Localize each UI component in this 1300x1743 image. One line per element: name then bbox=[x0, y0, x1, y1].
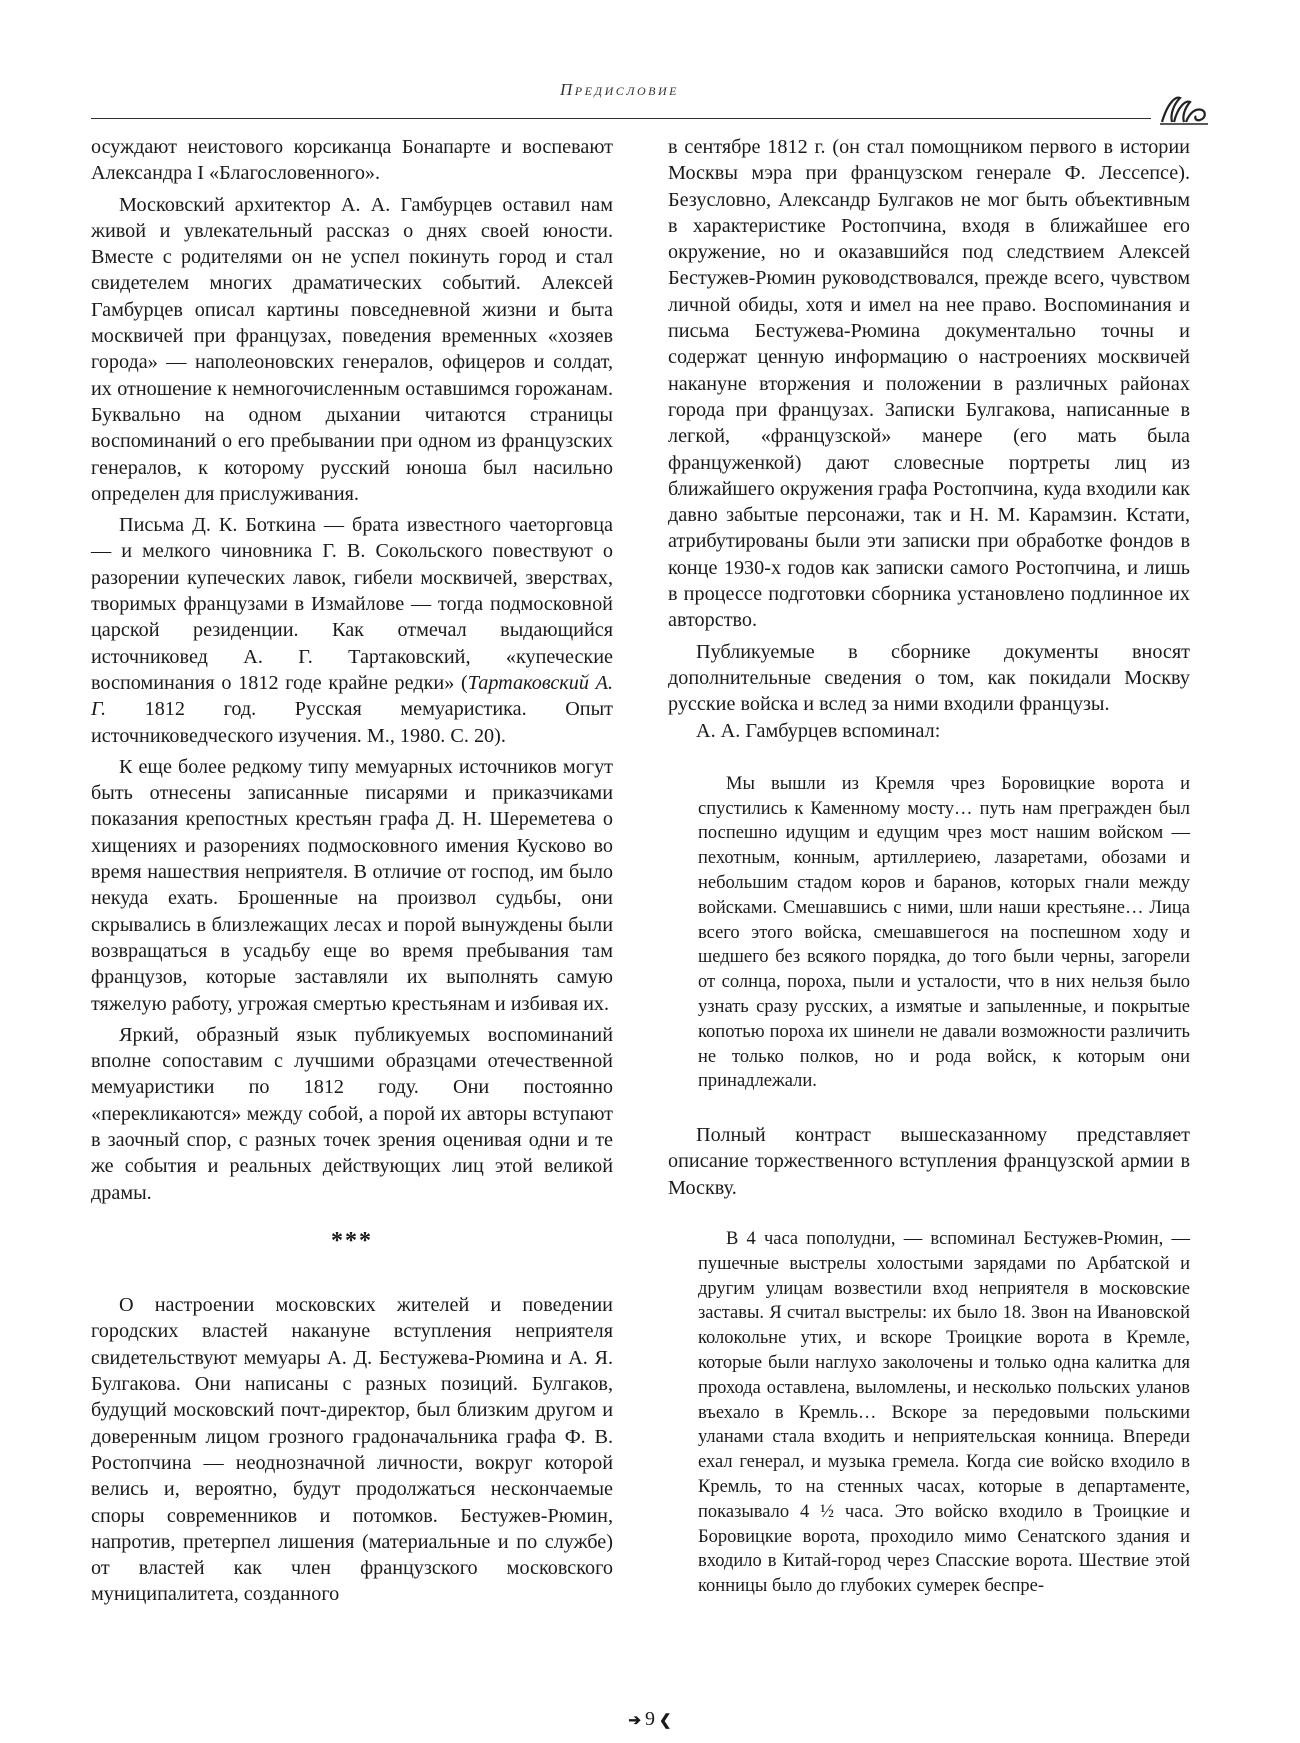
left-paragraph-1: осуждают неистового корсиканца Бонапарте и воспевают Александра I «Благословенного». bbox=[91, 136, 613, 185]
footer-left-arrow-icon: ➔ bbox=[628, 1713, 641, 1729]
left-paragraph-2: Московский архитектор А. А. Гамбурцев оставил нам живой и увлекательный рассказ о днях своей юности. Вместе с родителями он не успел покинуть город и стал свидетелем многих драматических событий. Алексей Гамбурцев описал картины повседневной жизни и быта москвичей при французах, поведения временных «хозяев города» — наполеоновских генералов, офицеров и солдат, их отношение к немногочисленным оставшимся горожанам. Буквально на одном дыхании читаются страницы воспоминаний о его пребывании при одном из французских генералов, к которому русский юноша был насильно определен для прислуживания. bbox=[91, 193, 613, 505]
page-footer bbox=[0, 1708, 1300, 1731]
block-quote-1: Мы вышли из Кремля чрез Боровицкие ворота и спустились к Каменному мосту… путь нам прегражден был поспешно идущим и едущим чрез мост нашим войском — пехотным, конным, артиллериею, лазаретами, обозами и небольшим стадом коров и баранов, которых гнали между войсками. Смешавшись с ними, шли наши крестьяне… Лица всего этого войска, смешавшегося на поспешном ходу и шедшего без всякого порядка, до того были черны, загорели от солнца, пороха, пыли и усталости, что в них нельзя было узнать сразу русских, а измятые и запыленные, и покрытые копотью пороха их шинели не давали возможности различить не только полков, но и рода войск, к которым они принадлежали. bbox=[698, 773, 1190, 1092]
right-paragraph-1: в сентябре 1812 г. (он стал помощником первого в истории Москвы мэра при французском генерале Ф. Лессепсе). Безусловно, Александр Булгаков не мог быть объективным в характеристике Ростопчина, входя в ближайшее его окружение, но и оказавшийся под следствием Алексей Бестужев-Рюмин руководствовался, прежде всего, чувством личной обиды, хотя и имел на нее право. Воспоминания и письма Бестужева-Рюмина документально точны и содержат ценную информацию о настроениях москвичей накануне вторжения и положении в различных районах города при французах. Записки Булгакова, написанные в легкой, «французской» манере (его мать была француженкой) дают словесные портреты лиц из ближайшего окружения графа Ростопчина, куда входили как давно забытые персонажи, так и Н. М. Карамзин. Кстати, атрибутированы были эти записки при обработке фондов в конце 1930-х годов как записки самого Ростопчина, и лишь в процессе подготовки сборника установлено подлинное их авторство. bbox=[668, 136, 1190, 632]
left-paragraph-4: К еще более редкому типу мемуарных источников могут быть отнесены записанные писарями и приказчиками показания крепостных крестьян графа Д. Н. Шереметева о хищениях и разорениях подмосковного имения Кусково во время нашествия неприятеля. В отличие от господ, им было некуда ехать. Брошенные на произвол судьбы, они скрывались в близлежащих лесах и порой вынуждены были возвращаться в усадьбу еще во время пребывания там французов, которые заставляли их выполнять самую тяжелую работу, угрожая смертью крестьянам и избивая их. bbox=[91, 755, 613, 1015]
flourish-ornament-icon bbox=[1158, 92, 1210, 128]
citation-tail: 1812 год. Русская мемуаристика. Опыт источниковедческого изучения. М., 1980. С. 20). bbox=[91, 698, 613, 747]
citation-author: Тартаковский А. Г. bbox=[91, 671, 613, 721]
footer-right-arrow-icon: ❮ bbox=[659, 1713, 672, 1729]
block-quote-2: В 4 часа пополудни, — вспоминал Бестужев-Рюмин, — пушечные выстрелы холостыми зарядами по Арбатской и другим улицам возвестили вход неприятеля в московские заставы. Я считал выстрелы: их было 18. Звон на Ивановской колокольне утих, и вскоре Троицкие ворота в Кремле, которые были наглухо заколочены и только одна калитка для прохода оставлена, выломлены, и несколько польских уланов въехало в Кремль… Вскоре за передовыми польскими уланами стала входить и неприятельская конница. Впереди ехал генерал, и музыка гремела. Когда сие войско входило в Кремль, то на стенных часах, которые в департаменте, показывало 4 ½ часа. Это войско входило в Троицкие и Боровицкие ворота, проходило мимо Сенатского здания и входило в Китай-город через Спасские ворота. Шествие этой конницы было до глубоких сумерек беспре- bbox=[698, 1229, 1190, 1597]
section-asterism: *** bbox=[331, 1227, 373, 1254]
right-paragraph-3: А. А. Гамбурцев вспоминал: bbox=[696, 719, 941, 742]
running-head-title: Предисловие bbox=[560, 80, 680, 99]
header-rule bbox=[91, 118, 1151, 119]
right-paragraph-4: Полный контраст вышесказанному представляет описание торжественного вступления французской армии в Москву. bbox=[668, 1124, 1190, 1199]
right-paragraph-2: Публикуемые в сборнике документы вносят дополнительные сведения о том, как покидали Москву русские войска и вслед за ними входили французы. bbox=[668, 640, 1190, 716]
left-paragraph-5: Яркий, образный язык публикуемых воспоминаний вполне сопоставим с лучшими образцами отечественной мемуаристики по 1812 году. Они постоянно «перекликаются» между собой, а порой их авторы вступают в заочный спор, с разных точек зрения оценивая одни и те же события и реальных действующих лиц этой великой драмы. bbox=[91, 1023, 613, 1204]
right-column bbox=[668, 134, 1190, 1599]
page-number: 9 bbox=[645, 1708, 655, 1730]
left-paragraph-3-text: Письма Д. К. Боткина — брата известного чаеторговца — и мелкого чиновника Г. В. Сокольского повествуют о разорении купеческих лавок, гибели москвичей, зверствах, творимых французами в Измайлове — тогда подмосковной царской резиденции. Как отмечал выдающийся источниковед А. Г. Тартаковский, «купеческие воспоминания о 1812 годе крайне редки» ( bbox=[91, 514, 613, 694]
left-paragraph-6: О настроении московских жителей и поведении городских властей накануне вступления неприятеля свидетельствуют мемуары А. Д. Бестужева-Рюмина и А. Я. Булгакова. Они написаны с разных позиций. Булгаков, будущий московский почт-директор, был близким другом и доверенным лицом грозного градоначальника графа Ф. В. Ростопчина — неоднозначной личности, вокруг которой велись и, вероятно, будут продолжаться нескончаемые споры современников и потомков. Бестужев-Рюмин, напротив, претерпел лишения (материальные и по службе) от властей как член французского московского муниципалитета, созданного bbox=[91, 1294, 613, 1606]
left-column bbox=[91, 134, 613, 1608]
left-paragraph-3 bbox=[91, 512, 613, 749]
